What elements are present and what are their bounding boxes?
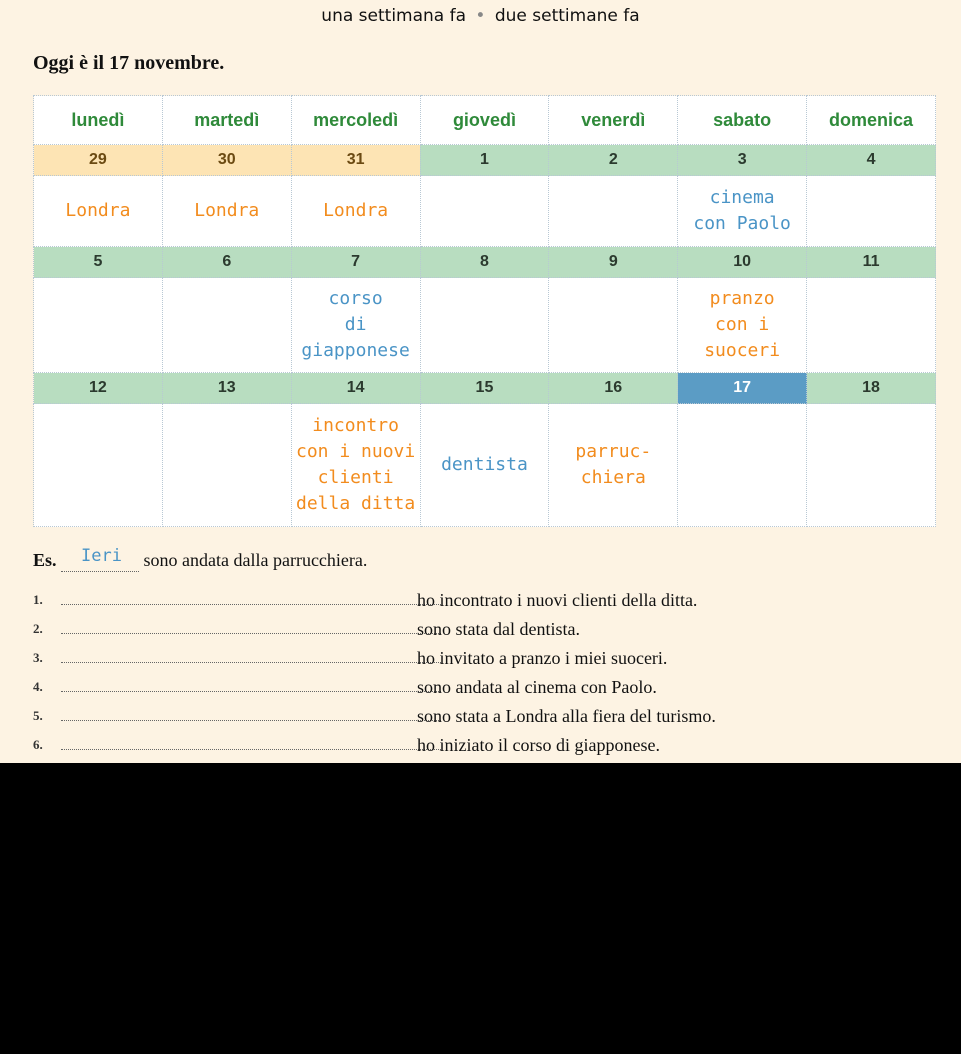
note-text: Londra: [323, 200, 389, 221]
date-cell: 4: [807, 145, 936, 176]
exercise-item: [33, 677, 933, 703]
note-text: cinema con Paolo: [693, 187, 791, 234]
exercise-item: [33, 590, 933, 616]
exercise-sentence: sono stata a Londra alla fiera del turismo.: [417, 706, 716, 726]
example-label: Es.: [33, 550, 57, 570]
note-cell: [162, 278, 291, 373]
day-label: giovedì: [420, 96, 549, 145]
note-text: incontro con i nuovi clienti della ditta: [296, 415, 416, 514]
date-cell: 6: [162, 247, 291, 278]
answer-blank[interactable]: [61, 604, 441, 605]
date-cell: 8: [420, 247, 549, 278]
note-cell: [291, 404, 420, 527]
date-cell: 12: [34, 373, 163, 404]
exercise-number: 6.: [33, 737, 43, 752]
note-cell: [291, 278, 420, 373]
note-cell: [549, 278, 678, 373]
note-cell: [678, 278, 807, 373]
note-text: Londra: [65, 200, 131, 221]
day-label: venerdì: [549, 96, 678, 145]
note-text: corso di giapponese: [301, 288, 410, 361]
date-cell: 7: [291, 247, 420, 278]
exercise-number: 2.: [33, 621, 43, 636]
day-label: martedì: [162, 96, 291, 145]
note-text: Londra: [194, 200, 260, 221]
note-text: pranzo con i suoceri: [704, 288, 781, 361]
answer-blank[interactable]: [61, 749, 441, 750]
exercise-sentence: sono andata al cinema con Paolo.: [417, 677, 657, 697]
day-label: mercoledì: [291, 96, 420, 145]
exercise-sentence: ho iniziato il corso di giapponese.: [417, 735, 660, 755]
note-cell: [291, 176, 420, 247]
exercise-sentence: ho incontrato i nuovi clienti della ditta.: [417, 590, 698, 610]
header-right: due settimane fa: [494, 6, 640, 26]
week-3-notes: [34, 404, 936, 527]
date-cell: 31: [291, 145, 420, 176]
week-3-dates: [34, 373, 936, 404]
exercise-number: 1.: [33, 592, 43, 607]
date-line: Oggi è il 17 novembre.: [33, 52, 225, 74]
date-cell: 18: [807, 373, 936, 404]
exercise-number: 5.: [33, 708, 43, 723]
note-cell: [162, 404, 291, 527]
note-cell: [549, 176, 678, 247]
note-cell: [34, 176, 163, 247]
note-cell: [34, 278, 163, 373]
note-cell: [420, 404, 549, 527]
week-2-notes: [34, 278, 936, 373]
date-cell: 13: [162, 373, 291, 404]
exercise-sentence: ho invitato a pranzo i miei suoceri.: [417, 648, 668, 668]
date-cell: 10: [678, 247, 807, 278]
note-cell: [162, 176, 291, 247]
exercise-item: [33, 706, 933, 732]
date-cell: 11: [807, 247, 936, 278]
calendar-day-header: [34, 96, 936, 145]
day-label: sabato: [678, 96, 807, 145]
calendar-table: [33, 95, 936, 527]
answer-blank[interactable]: [61, 633, 441, 634]
note-cell: [807, 176, 936, 247]
exercise-item: [33, 619, 933, 645]
exercise-item: [33, 648, 933, 674]
date-cell: 15: [420, 373, 549, 404]
date-cell: 16: [549, 373, 678, 404]
date-cell: 5: [34, 247, 163, 278]
page-header: [0, 6, 961, 26]
exercise-number: 4.: [33, 679, 43, 694]
day-label: domenica: [807, 96, 936, 145]
note-cell: [678, 404, 807, 527]
day-label: lunedì: [34, 96, 163, 145]
exercise-sentence: sono stata dal dentista.: [417, 619, 580, 639]
today-date-cell: 17: [678, 373, 807, 404]
example-row: [33, 546, 368, 572]
note-text: dentista: [441, 454, 528, 475]
date-cell: 3: [678, 145, 807, 176]
note-cell: [807, 278, 936, 373]
note-cell: [420, 278, 549, 373]
exercise-item: [33, 735, 933, 761]
week-2-dates: [34, 247, 936, 278]
week-1-notes: [34, 176, 936, 247]
date-cell: 30: [162, 145, 291, 176]
header-separator: •: [475, 6, 486, 26]
week-1-dates: [34, 145, 936, 176]
header-left: una settimana fa: [321, 6, 467, 26]
answer-blank[interactable]: [61, 662, 441, 663]
example-answer: Ieri: [81, 546, 122, 566]
note-cell: [34, 404, 163, 527]
answer-blank[interactable]: [61, 720, 441, 721]
example-blank: [61, 546, 139, 572]
note-cell: [420, 176, 549, 247]
date-cell: 9: [549, 247, 678, 278]
date-cell: 29: [34, 145, 163, 176]
answer-blank[interactable]: [61, 691, 441, 692]
note-cell: [549, 404, 678, 527]
note-cell: [678, 176, 807, 247]
date-cell: 2: [549, 145, 678, 176]
exercise-number: 3.: [33, 650, 43, 665]
date-cell: 1: [420, 145, 549, 176]
example-sentence: sono andata dalla parrucchiera.: [143, 550, 368, 570]
date-cell: 14: [291, 373, 420, 404]
note-cell: [807, 404, 936, 527]
note-text: parruc- chiera: [575, 441, 652, 488]
